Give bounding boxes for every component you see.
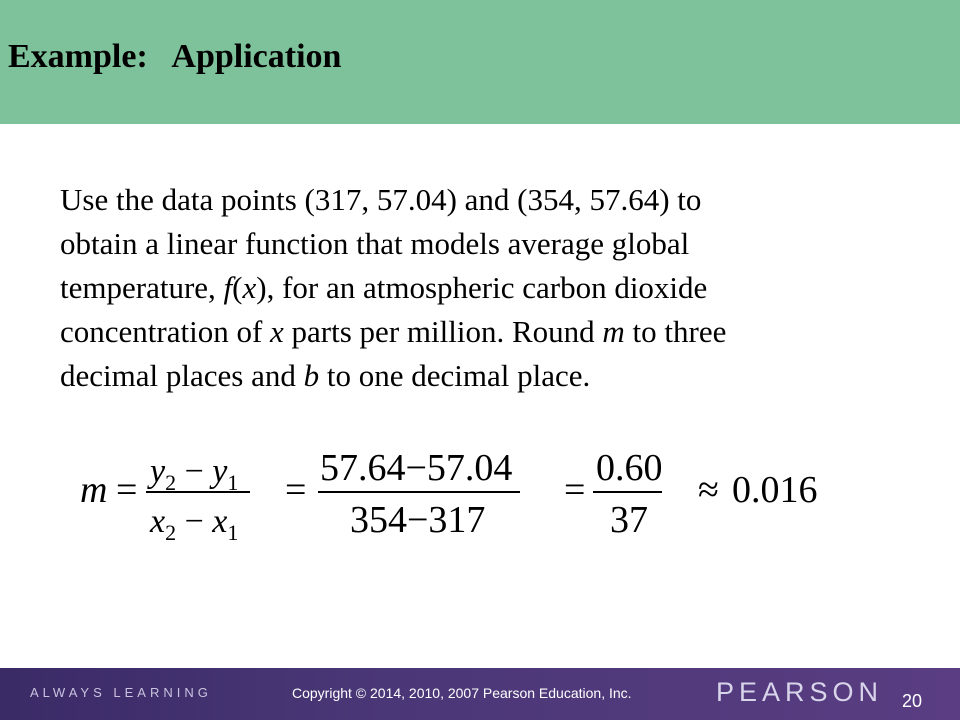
slope-formula (80, 450, 840, 550)
fraction-1-denominator: $x_2 - x_1$ (150, 503, 239, 545)
publisher-logo: PEARSON (716, 677, 884, 707)
text-run: concentration of (60, 314, 271, 349)
problem-line-1 (60, 178, 890, 222)
problem-line-5 (60, 354, 890, 398)
fraction-2-denominator: 354−317 (350, 499, 486, 541)
text-run: parts per million. Round (283, 314, 603, 349)
approx-sign: ≈ (698, 469, 719, 511)
text-run: obtain a linear function that models average global (60, 226, 690, 261)
problem-line-2 (60, 222, 890, 266)
slide-title: Example: Application (8, 38, 342, 75)
footer-tagline: ALWAYS LEARNING (30, 685, 212, 700)
problem-line-4 (60, 310, 890, 354)
text-run: temperature, (60, 270, 224, 305)
equals-sign: = (564, 469, 586, 511)
problem-text (60, 178, 890, 398)
italic-variable: x (270, 314, 284, 349)
slope-symbol: m (80, 469, 108, 511)
text-run: Use the data points (317, 57.04) and (354, 57.64) to (60, 182, 702, 217)
fraction-2-numerator: 57.64−57.04 (320, 450, 513, 489)
copyright-notice: Copyright © 2014, 2010, 2007 Pearson Education, Inc. (292, 685, 632, 701)
text-run: to three (624, 314, 727, 349)
equals-sign: = (285, 469, 307, 511)
text-run: ), for an atmospheric carbon dioxide (256, 270, 708, 305)
text-run: to one decimal place. (319, 358, 591, 393)
footer-bar (0, 668, 960, 720)
italic-variable: f (223, 270, 233, 305)
italic-variable: b (303, 358, 320, 393)
fraction-3-numerator: 0.60 (596, 450, 663, 489)
italic-variable: x (242, 270, 257, 305)
fraction-1-numerator: $y_2 - y_1$ (150, 453, 239, 495)
text-run: ( (232, 270, 243, 305)
slope-result: 0.016 (732, 469, 818, 511)
text-run: decimal places and (60, 358, 304, 393)
fraction-3-denominator: 37 (610, 499, 648, 541)
italic-variable: m (602, 314, 625, 349)
page-number: 20 (902, 691, 923, 711)
equals-sign: = (116, 469, 138, 511)
title-bar (0, 0, 960, 124)
problem-line-3 (60, 266, 890, 310)
